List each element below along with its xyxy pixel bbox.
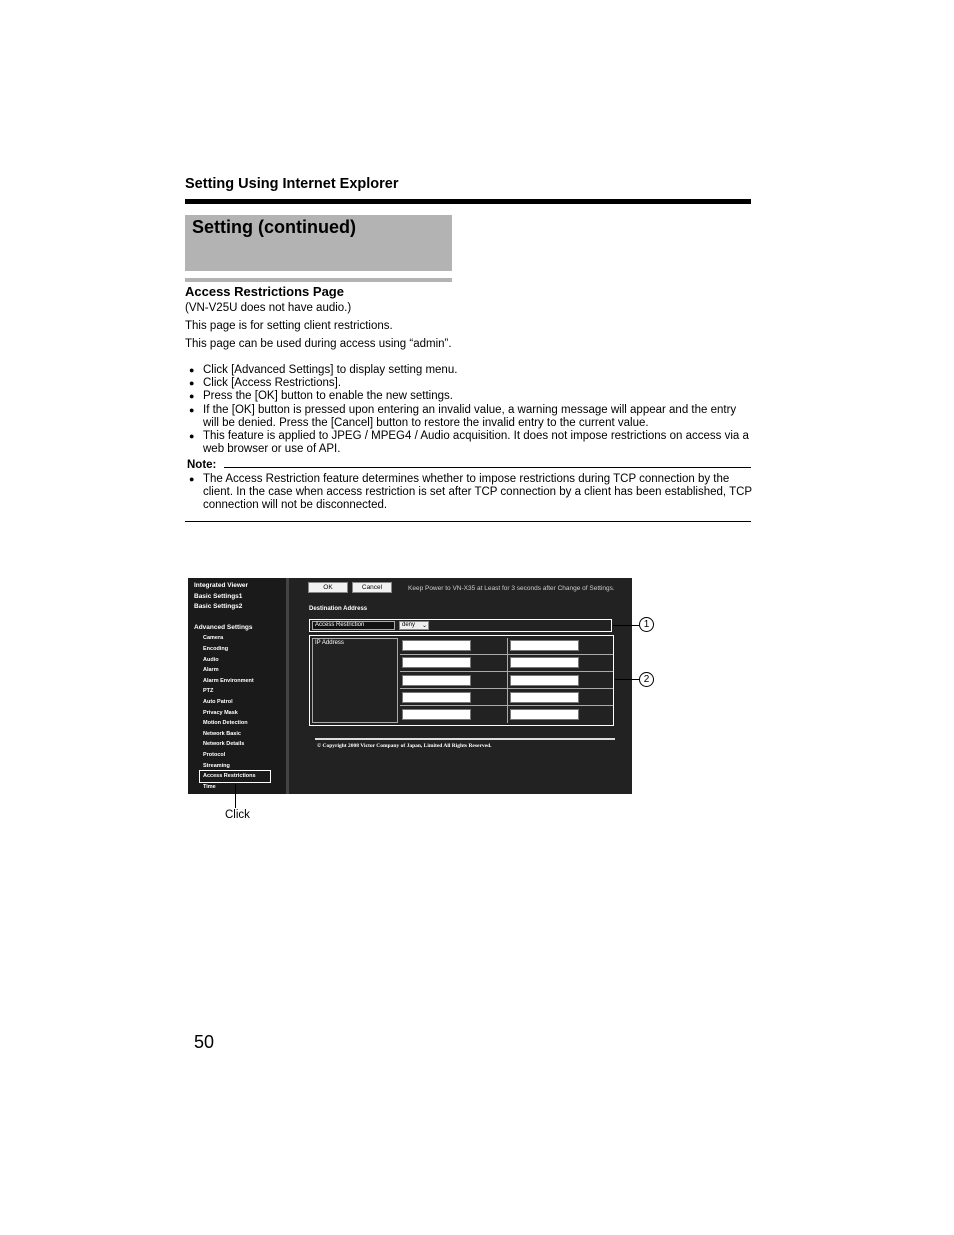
click-label: Click (225, 809, 250, 821)
warning-text: Keep Power to VN-X35 at Least for 3 seconds after Change of Settings. (408, 585, 615, 592)
callout-number-2: 2 (639, 672, 654, 687)
access-restriction-row (309, 619, 612, 632)
note-bottom-rule (185, 521, 751, 522)
note-list (185, 473, 755, 513)
note-label: Note: (187, 459, 217, 471)
header-rule (185, 199, 751, 204)
instruction-list (185, 364, 755, 456)
access-restriction-select[interactable] (399, 621, 429, 630)
click-leader-line (235, 784, 236, 808)
sidebar-item-ptz[interactable]: PTZ (203, 688, 214, 694)
sidebar-item-time[interactable]: Time (203, 784, 216, 790)
row-divider (400, 688, 613, 689)
sidebar-item-protocol[interactable]: Protocol (203, 752, 226, 758)
sidebar-item-advanced-settings[interactable]: Advanced Settings (194, 624, 253, 631)
ip-address-field[interactable] (402, 657, 471, 668)
sidebar-item-audio[interactable]: Audio (203, 657, 219, 663)
sidebar-item-network-details[interactable]: Network Details (203, 741, 245, 747)
sidebar-item-privacy-mask[interactable]: Privacy Mask (203, 710, 238, 716)
banner-underline (185, 278, 452, 282)
sidebar-item-network-basic[interactable]: Network Basic (203, 731, 241, 737)
sidebar-item-basic-settings2[interactable]: Basic Settings2 (194, 603, 243, 610)
list-item: ● This feature is applied to JPEG / MPEG4 / Audio acquisition. It does not impose restrictions on access via a web browser or use of API. (185, 430, 755, 456)
row-divider (400, 705, 613, 706)
sidebar-item-camera[interactable]: Camera (203, 635, 224, 641)
callout-leader (613, 625, 639, 626)
list-item: ● If the [OK] button is pressed upon entering an invalid value, a warning message will appear and the entry will be denied. Press the [Cancel] button to restore the invalid entry to the current value. (185, 404, 755, 430)
sidebar-item-basic-settings1[interactable]: Basic Settings1 (194, 593, 243, 600)
sidebar-item-integrated-viewer[interactable]: Integrated Viewer (194, 582, 249, 589)
intro-line: (VN-V25U does not have audio.) (185, 302, 352, 314)
callout-number-1: 1 (639, 617, 654, 632)
sidebar-item-alarm[interactable]: Alarm (203, 667, 219, 673)
sidebar-item-auto-patrol[interactable]: Auto Patrol (203, 699, 233, 705)
destination-address-label: Destination Address (309, 606, 368, 612)
list-item: ● Click [Access Restrictions]. (185, 377, 755, 390)
ip-address-field[interactable] (402, 692, 471, 703)
settings-sidebar (188, 578, 289, 794)
sidebar-item-motion-detection[interactable]: Motion Detection (203, 720, 248, 726)
sidebar-item-streaming[interactable]: Streaming (203, 763, 230, 769)
list-item: ● Click [Advanced Settings] to display setting menu. (185, 364, 755, 377)
intro-line: This page is for setting client restrictions. (185, 320, 393, 332)
click-highlight-box (199, 770, 271, 783)
select-value: deny (402, 622, 416, 628)
ip-address-field[interactable] (510, 675, 579, 686)
ip-address-field[interactable] (510, 657, 579, 668)
row-divider (400, 654, 613, 655)
ip-address-field[interactable] (510, 640, 579, 651)
row-divider (400, 671, 613, 672)
section-title: Setting Using Internet Explorer (185, 176, 399, 192)
ip-address-block (309, 635, 614, 726)
intro-line: This page can be used during access using “admin”. (185, 338, 452, 350)
sidebar-item-access-restrictions[interactable]: Access Restrictions (203, 773, 256, 779)
settings-main-panel (289, 578, 632, 794)
callout-leader (615, 679, 639, 680)
list-item: ● The Access Restriction feature determines whether to impose restrictions during TCP connection by the client. In the case when access restriction is set after TCP connection by a client has been established, TCP connection will not be disconnected. (185, 473, 755, 513)
sidebar-item-encoding[interactable]: Encoding (203, 646, 229, 652)
settings-screenshot (188, 578, 632, 794)
ip-address-field[interactable] (402, 709, 471, 720)
sidebar-item-alarm-environment[interactable]: Alarm Environment (203, 678, 254, 684)
ip-address-field[interactable] (402, 675, 471, 686)
ip-address-field[interactable] (510, 709, 579, 720)
copyright-text: © Copyright 2008 Victor Company of Japan, Limited All Rights Reserved. (317, 743, 492, 749)
footer-divider (315, 738, 615, 740)
access-restriction-label: Access Restriction (312, 621, 395, 630)
ip-address-label: IP Address (312, 638, 398, 723)
subheading: Access Restrictions Page (185, 284, 344, 299)
note-rule (224, 467, 751, 468)
ip-address-field[interactable] (402, 640, 471, 651)
column-divider (507, 638, 508, 723)
page-number: 50 (194, 1032, 215, 1052)
ok-button[interactable]: OK (308, 582, 348, 593)
ip-address-field[interactable] (510, 692, 579, 703)
page-title: Setting (continued) (192, 217, 356, 237)
list-item: ● Press the [OK] button to enable the new settings. (185, 390, 755, 403)
chevron-down-icon: ⌄ (421, 623, 427, 629)
cancel-button[interactable]: Cancel (352, 582, 392, 593)
